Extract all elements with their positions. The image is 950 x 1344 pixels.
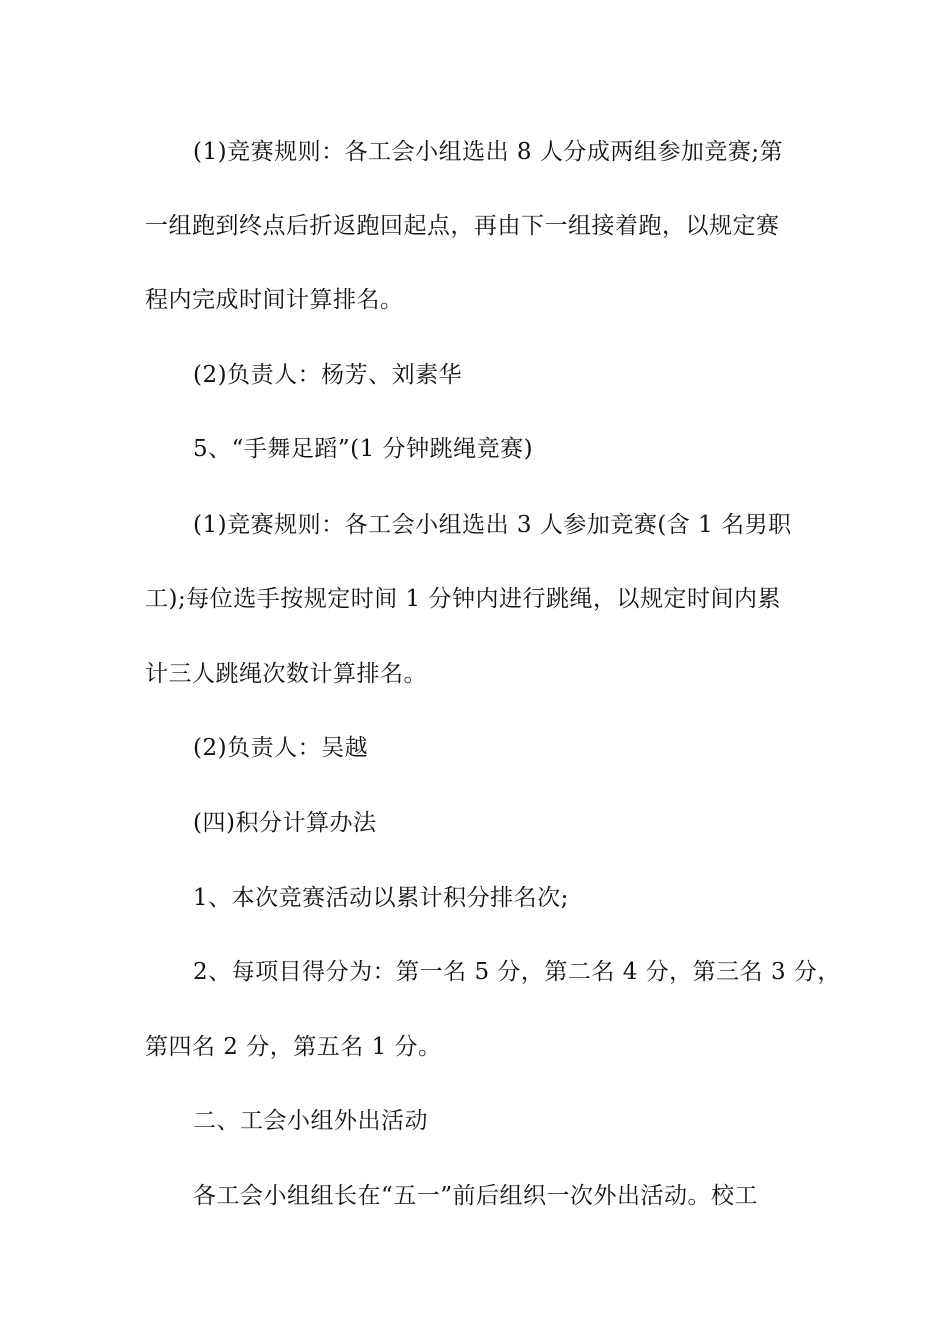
paragraph-line: 工);每位选手按规定时间 1 分钟内进行跳绳，以规定时间内累 [145, 586, 781, 612]
paragraph-line: 各工会小组组长在“五一”前后组织一次外出活动。校工 [193, 1183, 759, 1209]
paragraph-line: (1)竞赛规则：各工会小组选出 3 人参加竞赛(含 1 名男职 [193, 512, 792, 538]
paragraph-line: 计三人跳绳次数计算排名。 [145, 661, 427, 687]
section-heading: (四)积分计算办法 [193, 810, 377, 836]
section-heading: 二、工会小组外出活动 [193, 1108, 428, 1134]
section-heading: 5、“手舞足蹈”(1 分钟跳绳竞赛) [193, 436, 534, 462]
paragraph-line: 第四名 2 分，第五名 1 分。 [145, 1034, 442, 1060]
paragraph-line: (2)负责人：杨芳、刘素华 [193, 362, 463, 388]
paragraph-line: 2、每项目得分为：第一名 5 分，第二名 4 分，第三名 3 分， [193, 959, 841, 985]
paragraph-line: (1)竞赛规则：各工会小组选出 8 人分成两组参加竞赛;第 [193, 139, 784, 165]
paragraph-line: 程内完成时间计算排名。 [145, 287, 404, 313]
paragraph-line: 1、本次竞赛活动以累计积分排名次; [193, 885, 569, 911]
paragraph-line: 一组跑到终点后折返跑回起点，再由下一组接着跑，以规定赛 [145, 213, 780, 239]
paragraph-line: (2)负责人：吴越 [193, 735, 369, 761]
